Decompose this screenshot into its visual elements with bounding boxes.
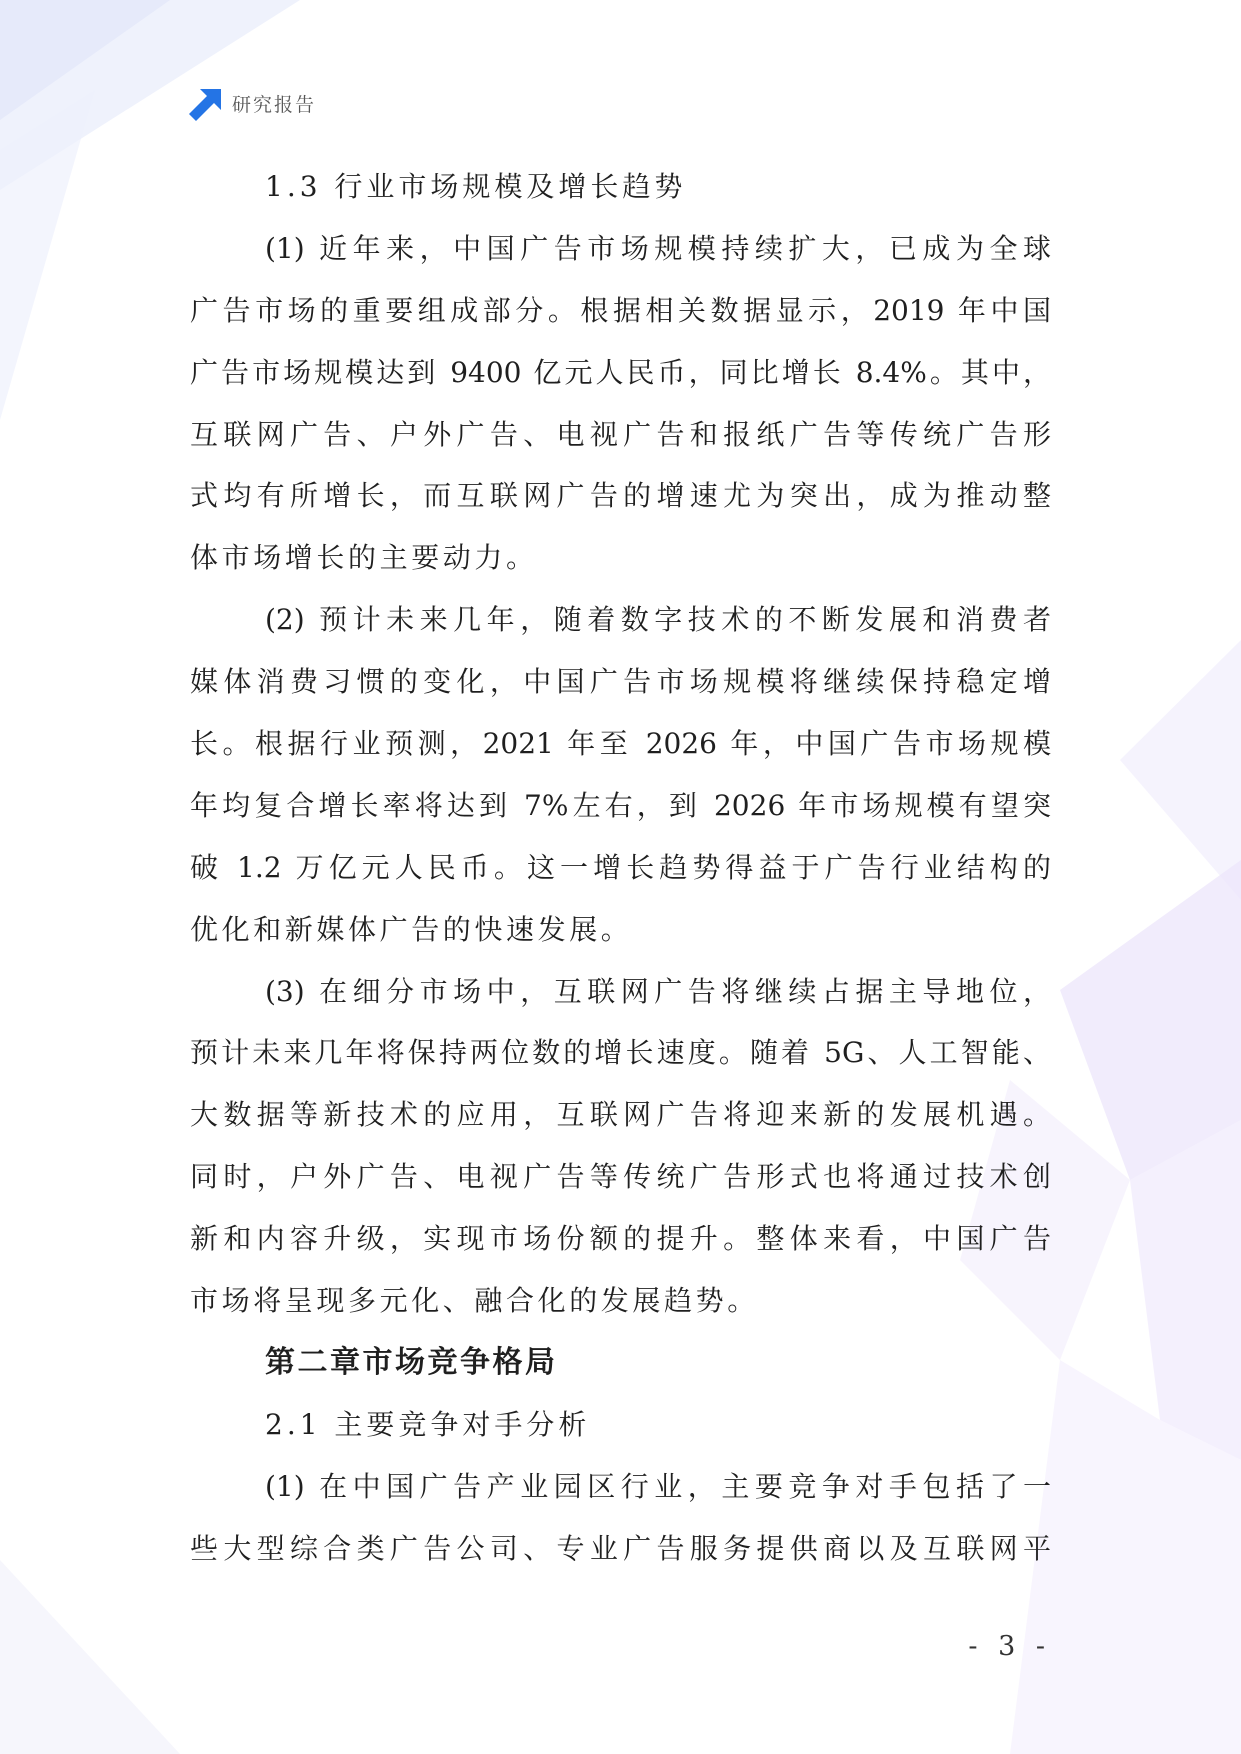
paragraph-line: 媒体消费习惯的变化，中国广告市场规模将继续保持稳定增 — [190, 665, 1051, 699]
paragraph-line: 互联网广告、户外广告、电视广告和报纸广告等传统广告形 — [190, 417, 1051, 451]
paragraph-1 — [190, 218, 1051, 589]
paragraph-line: 长。根据行业预测，2021 年至 2026 年，中国广告市场规模 — [190, 727, 1051, 761]
paragraph-4 — [190, 1456, 1051, 1580]
paragraph-line: 广告市场的重要组成部分。根据相关数据显示，2019 年中国 — [190, 293, 1051, 327]
section-title-1-3: 1.3 行业市场规模及增长趋势 — [265, 170, 687, 203]
paragraph-line: 破 1.2 万亿元人民币。这一增长趋势得益于广告行业结构的 — [190, 850, 1051, 884]
document-body — [190, 156, 1051, 1579]
paragraph-line: (1) 近年来，中国广告市场规模持续扩大，已成为全球 — [265, 231, 1051, 265]
paragraph-line: (3) 在细分市场中，互联网广告将继续占据主导地位， — [265, 974, 1051, 1008]
section-title-2-1: 2.1 主要竞争对手分析 — [265, 1407, 591, 1441]
paragraph-line: 体市场增长的主要动力。 — [190, 541, 538, 575]
arrow-up-right-icon — [188, 89, 221, 121]
paragraph-line: 些大型综合类广告公司、专业广告服务提供商以及互联网平 — [190, 1531, 1051, 1565]
chapter-title-2: 第二章市场竞争格局 — [265, 1344, 558, 1380]
paragraph-line: 预计未来几年将保持两位数的增长速度。随着 5G、人工智能、 — [190, 1036, 1051, 1070]
paragraph-line: 广告市场规模达到 9400 亿元人民币，同比增长 8.4%。其中， — [190, 355, 1051, 389]
paragraph-line: 大数据等新技术的应用，互联网广告将迎来新的发展机遇。 — [190, 1098, 1051, 1132]
paragraph-line: 市场将呈现多元化、融合化的发展趋势。 — [190, 1284, 759, 1318]
paragraph-line: (1) 在中国广告产业园区行业，主要竞争对手包括了一 — [265, 1469, 1051, 1503]
page-number: - 3 - — [968, 1631, 1051, 1662]
paragraph-line: 新和内容升级，实现市场份额的提升。整体来看，中国广告 — [190, 1222, 1051, 1256]
paragraph-2 — [190, 589, 1051, 960]
paragraph-line: 优化和新媒体广告的快速发展。 — [190, 912, 633, 946]
paragraph-line: 同时，户外广告、电视广告等传统广告形式也将通过技术创 — [190, 1160, 1051, 1194]
paragraph-line: (2) 预计未来几年，随着数字技术的不断发展和消费者 — [265, 603, 1051, 637]
report-header — [188, 89, 316, 121]
paragraph-line: 式均有所增长，而互联网广告的增速尤为突出，成为推动整 — [190, 479, 1051, 513]
paragraph-3 — [190, 961, 1051, 1332]
paragraph-line: 年均复合增长率将达到 7%左右，到 2026 年市场规模有望突 — [190, 788, 1051, 822]
report-type-label: 研究报告 — [232, 94, 317, 116]
